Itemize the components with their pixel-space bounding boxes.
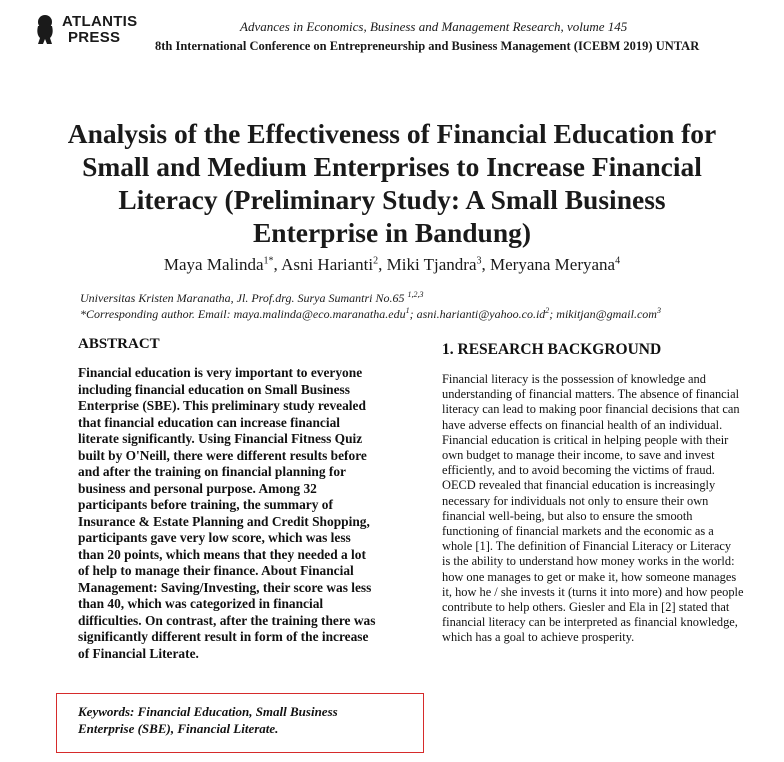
conference-name: 8th International Conference on Entrepreneurship and Business Management (ICEBM 2019) UNTAR [155,39,700,53]
affiliation-sup: 1,2,3 [407,290,424,299]
text-line: it, how he / she invests it (turns it into more) and how people [442,584,744,599]
publisher-name-line1: ATLANTIS [62,13,138,30]
author-name: Miki Tjandra [386,255,477,274]
title-line: Enterprise in Bandung) [252,217,532,248]
text-line: how one manages to get or make it, how someone manages [442,569,737,584]
corr-part: ; mikitjan@gmail.com [549,307,657,321]
text-line: than 40, which was categorized in financial [78,596,324,611]
text-line: OECD revealed that financial education is increasingly [442,478,716,493]
text-line: than 20 points, which means that they needed a lot [78,546,366,562]
author-name: Meryana Meryana [490,255,616,274]
text-line: contribute to help others. Giesler and Ela in [2] stated that [442,600,730,615]
title-line: Small and Medium Enterprises to Increase Financial [82,151,702,182]
text-line: and after the training on financial planning for [78,464,346,479]
text-line: Enterprise (SBE). This preliminary study revealed [78,398,366,413]
text-line: necessary for individuals not only to ensure their own [442,493,709,508]
corr-sup: 2 [545,306,550,315]
title-line: Analysis of the Effectiveness of Financial Education for [67,118,717,149]
text-line: is the ability to understand how money works in the world: [442,554,735,569]
affiliation [80,290,423,306]
text-line: Financial education is critical in helping people with their [442,432,729,447]
author-list: Maya Malinda$^{1*}$, Asni Harianti$^2$, Miki Tjandra$^3$, Meryana Meryana$^4$ [163,255,621,274]
corr-part: ; asni.harianti@yahoo.co.id [409,307,546,321]
text-line: significantly different result in form of the increase [78,629,369,644]
author-sup: 1* [263,255,274,267]
keywords-line: Enterprise (SBE), Financial Literate. [78,721,279,736]
text-line: difficulties. On contrast, after the training there was [78,612,376,628]
paper-title [40,117,744,249]
text-line: including financial education on Small Business [78,381,350,397]
text-line: have adverse effects on financial health of an individual. [442,417,723,432]
author-sup: 3 [476,255,482,267]
text-line: own budget to manage their income, to save and invest [442,448,715,463]
section-body [442,372,764,646]
text-line: built by O'Neill, there were different results before [78,447,367,463]
text-line: participants before training, the summary of [78,497,333,512]
text-line: Management: Saving/Investing, their score was less [78,579,372,595]
corr-part: *Corresponding author. Email: maya.malinda@eco.maranatha.edu [80,307,406,321]
corr-sup: 3 [656,306,661,315]
text-line: functioning of financial markets and the economic as a [442,524,714,539]
text-line: literacy can lead to making poor financial decisions that can [442,402,740,417]
text-line: efficiently, and to avoid becoming the victims of fraud. [442,463,715,478]
author-name: Asni Harianti [281,255,374,274]
author-sup: 4 [615,255,621,267]
text-line: that financial education can increase financial [78,414,340,430]
author-name: Maya Malinda [163,255,264,274]
keywords [78,703,398,737]
text-line: Financial education is very important to everyone [78,365,363,380]
text-line: financial literacy can be interpreted as financial knowledge, [442,615,738,630]
text-line: which has a goal to achieve prosperity. [442,630,635,645]
corresponding-author [80,306,661,322]
text-line: participants gave very low score, which was less [78,530,351,545]
text-line: Financial literacy is the possession of knowledge and [442,372,706,386]
text-line: Insurance & Estate Planning and Credit Shopping, [78,513,370,529]
affiliation-text: Universitas Kristen Maranatha, Jl. Prof.drg. Surya Sumantri No.65 [80,291,408,305]
text-line: literate significantly. Using Financial Fitness Quiz [78,431,363,446]
keywords-line: Keywords: Financial Education, Small Business [78,704,338,719]
title-line: Literacy (Preliminary Study: A Small Business [118,184,666,215]
section-heading: 1. RESEARCH BACKGROUND [442,341,662,358]
abstract-heading: ABSTRACT [78,336,160,352]
text-line: business and personal purpose. Among 32 [78,480,317,496]
atlas-figure-icon [32,14,58,44]
text-line: understanding of financial matters. The absence of financial [442,387,740,402]
text-line: of help to manage their finance. About Financial [78,563,354,578]
author-sup: 2 [373,255,379,267]
abstract-body [78,365,392,662]
text-line: financial well-being, but also to ensure the smooth [442,508,693,523]
corr-sup: 1 [405,306,410,315]
publisher-name-line2: PRESS [68,29,121,46]
journal-name: Advances in Economics, Business and Management Research, volume 145 [240,19,628,34]
text-line: of Financial Literate. [78,645,199,661]
text-line: whole [1]. The definition of Financial Literacy or Literacy [442,539,732,554]
